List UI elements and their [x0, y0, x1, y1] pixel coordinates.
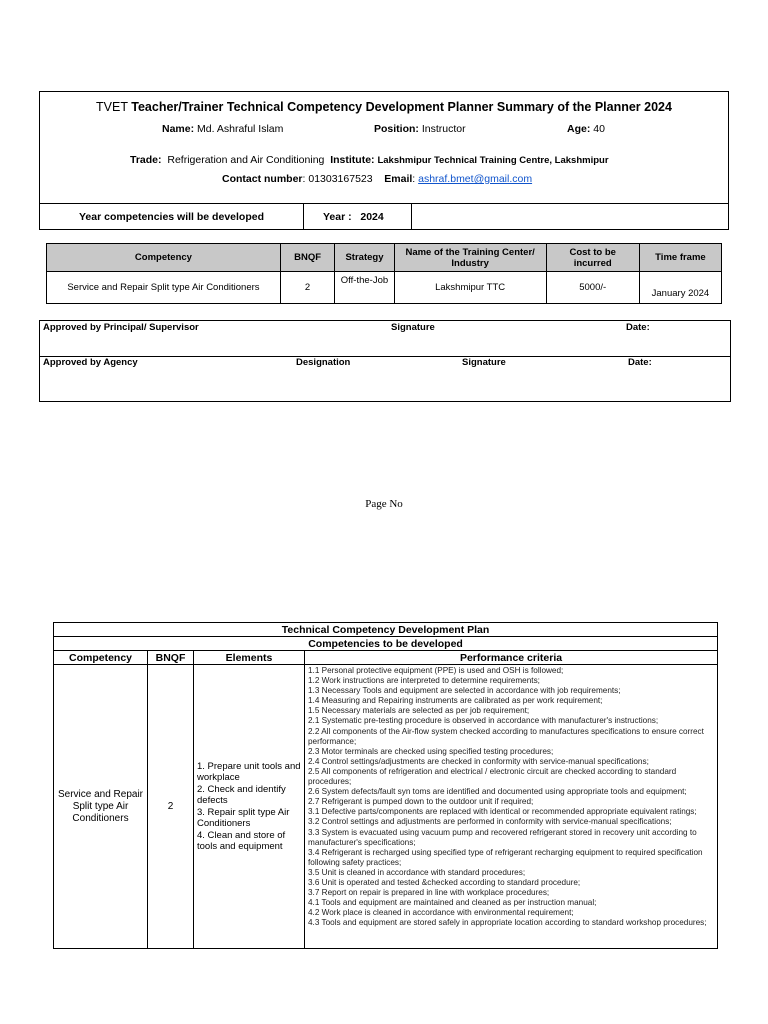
- criteria-item: 1.5 Necessary materials are selected as per job requirement;: [308, 706, 530, 716]
- table-row: [47, 272, 722, 304]
- criteria-item: 1.4 Measuring and Repairing instruments are calibrated as per work requirement;: [308, 696, 603, 706]
- trade-institute-row: [130, 154, 609, 166]
- criteria-item: 4.2 Work place is cleaned in accordance with environmental requirement;: [308, 908, 574, 918]
- signature-label: Signature: [462, 357, 506, 368]
- plan-competency: Service and Repair Split type Air Conditioners: [54, 665, 148, 949]
- criteria-item: 2.7 Refrigerant is pumped down to the outdoor unit if required;: [308, 797, 534, 807]
- element-item: 4. Clean and store of tools and equipment: [197, 829, 286, 853]
- column-header: BNQF: [148, 651, 194, 665]
- plan-subtitle: Competencies to be developed: [54, 637, 718, 651]
- name-field: [162, 123, 283, 135]
- age-label: Age:: [567, 123, 591, 135]
- table-header-row: [47, 244, 722, 272]
- criteria-item: 4.3 Tools and equipment are stored safely in appropriate location according to standard workshop procedures;: [308, 918, 707, 928]
- signature-label: Signature: [391, 322, 435, 333]
- criteria-item: 1.1 Personal protective equipment (PPE) is used and OSH is followed;: [308, 666, 564, 675]
- contact-value: : 01303167523: [302, 173, 373, 185]
- institute-value: Lakshmipur Technical Training Centre, Lakshmipur: [377, 155, 609, 166]
- competency-summary-table: [46, 243, 722, 304]
- page-number-label: Page No: [365, 498, 403, 510]
- table-cell: Off-the-Job: [335, 272, 394, 304]
- criteria-item: 3.4 Refrigerant is recharged using specified type of refrigerant recharging equipment to required specification following safety practices;: [308, 847, 703, 867]
- table-cell: January 2024: [639, 272, 721, 304]
- approval-box: [39, 320, 731, 402]
- institute-label: Institute:: [330, 154, 375, 166]
- criteria-item: 3.2 Control settings and adjustments are performed in conformity with service-manual specifications;: [308, 817, 672, 827]
- criteria-item: 3.6 Unit is operated and tested &checked according to standard procedure;: [308, 877, 581, 887]
- approved-by-agency-label: Approved by Agency: [43, 357, 138, 368]
- trade-value: Refrigeration and Air Conditioning: [167, 154, 325, 166]
- position-label: Position:: [374, 123, 419, 135]
- year-label: Year :: [323, 211, 352, 223]
- trade-label: Trade:: [130, 154, 162, 166]
- year-competencies-label: Year competencies will be developed: [79, 211, 264, 223]
- criteria-item: 3.7 Report on repair is prepared in line with workplace procedures;: [308, 888, 550, 898]
- age-field: [567, 123, 605, 135]
- email-separator: :: [412, 173, 416, 185]
- column-header: Cost to be incurred: [546, 244, 639, 272]
- contact-label: Contact number: [222, 173, 303, 185]
- element-item: 3. Repair split type Air Conditioners: [197, 806, 290, 830]
- criteria-item: 2.3 Motor terminals are checked using specified testing procedures;: [308, 746, 554, 756]
- plan-row: [54, 665, 718, 949]
- column-header: Time frame: [639, 244, 721, 272]
- age-value: 40: [593, 123, 605, 135]
- criteria-item: 4.1 Tools and equipment are maintained and cleaned as per instruction manual;: [308, 898, 597, 908]
- title-main: Teacher/Trainer Technical Competency Development Planner Summary of the Planner 2024: [131, 100, 672, 114]
- criteria-item: 3.3 System is evacuated using vacuum pump and recovered refrigerant stored in recovery unit according to manufacturer's specifications;: [308, 827, 697, 847]
- element-item: 1. Prepare unit tools and workplace: [197, 760, 301, 784]
- column-header: Competency: [54, 651, 148, 665]
- planner-summary-box: [39, 91, 729, 230]
- criteria-item: 1.2 Work instructions are interpreted to determine requirements;: [308, 676, 540, 686]
- plan-title-row: [54, 623, 718, 637]
- plan-title: Technical Competency Development Plan: [54, 623, 718, 637]
- table-cell: 2: [280, 272, 334, 304]
- title-prefix: TVET: [96, 100, 128, 114]
- column-header: Strategy: [335, 244, 394, 272]
- table-cell: Service and Repair Split type Air Conditioners: [47, 272, 281, 304]
- year-value: 2024: [360, 211, 384, 223]
- criteria-item: 1.3 Necessary Tools and equipment are selected in accordance with job requirements;: [308, 686, 621, 696]
- criteria-item: 3.1 Defective parts/components are replaced with identical or recommended appropriate equivalent ratings;: [308, 807, 697, 817]
- email-label: Email: [384, 173, 413, 185]
- name-label: Name:: [162, 123, 195, 135]
- designation-label: Designation: [296, 357, 351, 368]
- summary-title: [40, 100, 728, 114]
- development-plan-table: [53, 622, 718, 949]
- column-header: BNQF: [280, 244, 334, 272]
- date-label: Date:: [626, 322, 650, 333]
- column-header: Elements: [194, 651, 305, 665]
- contact-email-row: [222, 173, 532, 185]
- date-label: Date:: [628, 357, 652, 368]
- criteria-item: 3.5 Unit is cleaned in accordance with standard procedures;: [308, 867, 526, 877]
- criteria-item: 2.6 System defects/fault syn toms are identified and documented using appropriate tools and equipment;: [308, 787, 687, 797]
- element-item: 2. Check and identify defects: [197, 783, 286, 807]
- plan-subtitle-row: [54, 637, 718, 651]
- name-value: Md. Ashraful Islam: [197, 123, 284, 135]
- position-field: [374, 123, 466, 135]
- plan-elements: [194, 665, 305, 949]
- approved-by-principal-label: Approved by Principal/ Supervisor: [43, 322, 199, 333]
- column-header: Competency: [47, 244, 281, 272]
- plan-header-row: [54, 651, 718, 665]
- column-header: Performance criteria: [305, 651, 718, 665]
- criteria-item: 2.2 All components of the Air-flow system checked according to manufactures specifications to ensure correct performance;: [308, 726, 704, 746]
- column-header: Name of the Training Center/ Industry: [394, 244, 546, 272]
- criteria-item: 2.1 Systematic pre-testing procedure is observed in accordance with manufacturer's instructions;: [308, 716, 659, 726]
- approval-divider: [40, 356, 730, 357]
- plan-performance-criteria: [305, 665, 718, 949]
- year-row: [40, 204, 728, 230]
- criteria-item: 2.5 All components of refrigeration and electrical / electronic circuit are checked according to standard procedures;: [308, 766, 677, 787]
- criteria-item: 2.4 Control settings/adjustments are checked in conformity with service-manual specifications;: [308, 756, 649, 766]
- position-value: Instructor: [421, 123, 466, 135]
- table-cell: 5000/-: [546, 272, 639, 304]
- year-cell: [303, 204, 411, 230]
- year-empty-cell: [411, 204, 729, 230]
- email-link[interactable]: ashraf.bmet@gmail.com: [418, 173, 533, 185]
- plan-bnqf: 2: [148, 665, 194, 949]
- table-cell: Lakshmipur TTC: [394, 272, 546, 304]
